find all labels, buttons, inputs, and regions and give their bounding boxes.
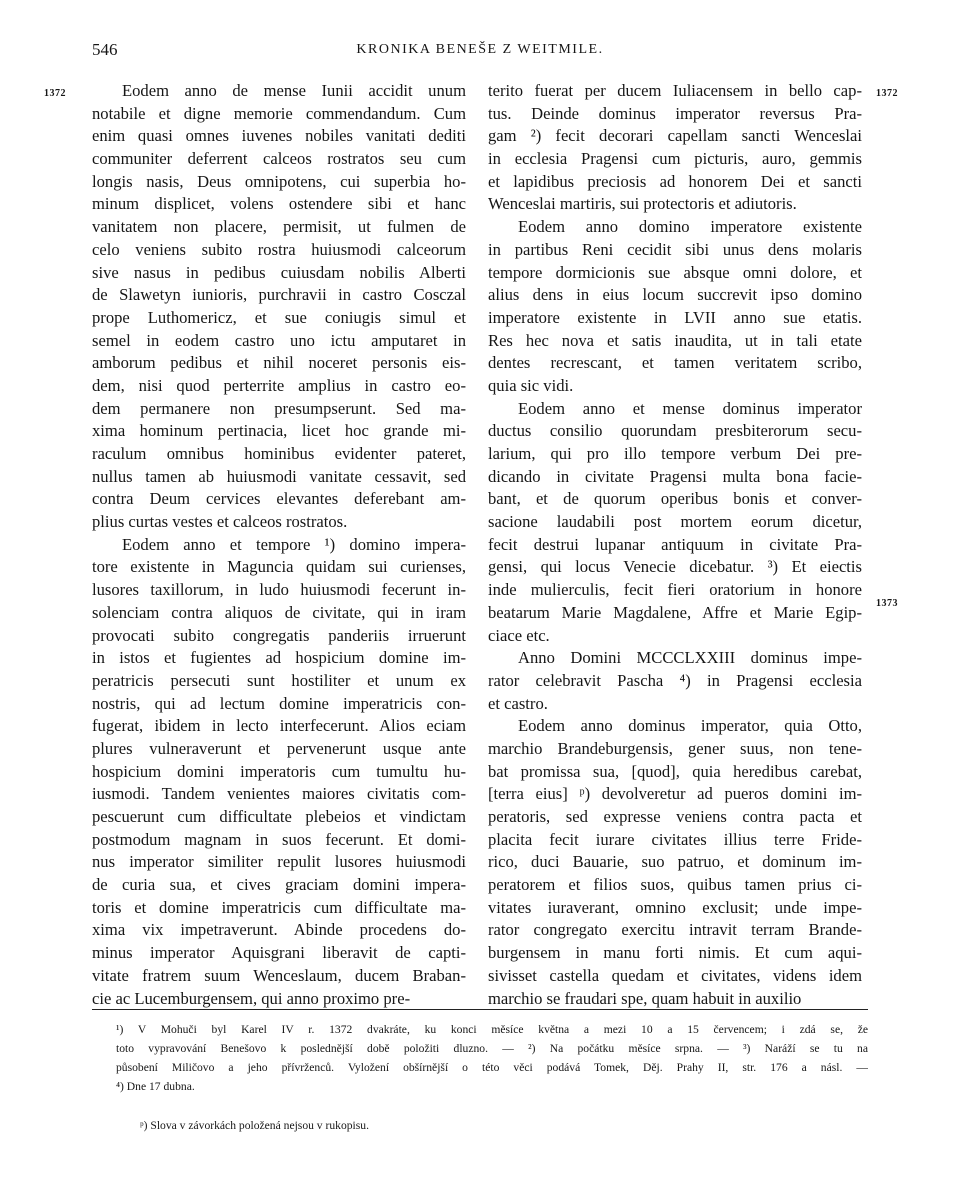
margin-year-right-top: 1372	[876, 88, 898, 99]
page-number: 546	[92, 40, 118, 59]
text-line: fugerat, ibidem in lecto interfecerunt. Alios eciam	[92, 716, 466, 736]
text-line: iusmodi. Tandem venientes maiores civitatis com-	[92, 784, 466, 804]
text-line: Eodem anno dominus imperator, quia Otto,	[518, 716, 862, 736]
text-line: de Slawetyn iunioris, purchravii in castro Cosczal	[92, 285, 466, 305]
text-line: burgensem in manu forti nimis. Et cum aqui-	[488, 943, 862, 963]
text-line: sivisset castella quedam et civitates, videns idem	[488, 965, 862, 985]
text-line: terito fuerat per ducem Iuliacensem in bello cap-	[488, 81, 862, 100]
text-line: peratoris, sed expresse veniens contra pacta et	[488, 807, 862, 826]
text-line: sacione laudabili post mortem eorum dicetur,	[488, 512, 862, 532]
text-line: celo veniens subito rostra huiusmodi calceorum	[92, 239, 466, 259]
margin-year-right-bottom: 1373	[876, 598, 898, 609]
text-line: Eodem anno et mense dominus imperator	[518, 398, 862, 418]
text-line: vitate fratrem suum Wenceslaum, ducem Braban-	[92, 965, 466, 985]
text-line: inde mulierculis, fecit fieri oratorium in honore	[488, 580, 862, 600]
text-line: sive nasus in pedibus cuiusdam nobilis Alberti	[92, 262, 466, 282]
footnote-line: ¹) V Mohuči byl Karel IV r. 1372 dvakráte, ku konci měsíce května a mezi 10 a 15 červencem; i zdá se, že	[116, 1023, 868, 1036]
text-line: nus imperator similiter repulit lusores huiusmodi	[92, 852, 466, 872]
text-line: in ecclesia Pragensi cum picturis, auro, gemmis	[488, 149, 862, 169]
text-line: ciace etc.	[488, 625, 550, 645]
text-line: tempore dormicionis sue absque omni dolore, et	[488, 262, 862, 282]
text-line: rico, duci Bauarie, suo patruo, et dominum im-	[488, 852, 862, 872]
text-line: notabile et digne memorie commendandum. Cum	[92, 103, 466, 123]
text-line: Res hec nova et satis inaudita, ut in tali etate	[488, 330, 862, 350]
text-line: semel in eodem castro uno ictu amputaret in	[92, 330, 466, 350]
text-line: plures vulneraverunt et pervenerunt usque ante	[92, 738, 466, 758]
text-line: vitates iuraverant, omnino exclusit; unde impe-	[488, 897, 862, 917]
text-line: placita fecit iurare civitates illius terre Fride-	[488, 829, 862, 849]
text-line: prope Luthomericz, et sue coniugis simul et	[92, 307, 466, 327]
text-line: Eodem anno domino imperatore existente	[518, 217, 862, 237]
text-line: et castro.	[488, 693, 548, 713]
text-line: tus. Deinde dominus imperator reversus Pra-	[488, 103, 862, 123]
text-line: solenciam contra aliquos de civitate, qui in iram	[92, 602, 466, 622]
text-line: contra Deum cervices elevantes deferebant am-	[92, 489, 466, 509]
text-line: gensi, qui locus Venecie dicebatur. ³) Et eiectis	[488, 557, 862, 577]
text-line: peratricis persecuti sunt hostiliter et unum ex	[92, 670, 466, 690]
footnote-line: toto vypravování Benešovo k poslednější době položiti dluzno. — ²) Na počátku měsíce srpna. — ³) Naráží se tu na	[116, 1042, 868, 1055]
page-header	[0, 40, 960, 64]
text-line: lusores taxillorum, in ludo huiusmodi fecerunt in-	[92, 580, 466, 600]
margin-year-left: 1372	[44, 88, 66, 99]
footnote-rule	[92, 1009, 868, 1010]
text-line: fecit destrui lupanar antiquum in civitate Pra-	[488, 534, 862, 554]
text-line: postmodum magnam in suos fecerunt. Et domi-	[92, 829, 466, 849]
text-line: beatarum Marie Magdalene, Affre et Marie Egip-	[488, 602, 862, 622]
running-title: KRONIKA BENEŠE Z WEITMILE.	[356, 42, 604, 57]
text-line: enim quasi omnes iuvenes nobiles vanitati dediti	[92, 126, 466, 146]
text-line: dem, nisi quod perterrite amplius in castro eo-	[92, 375, 466, 395]
text-line: dentes recrescant, et tamen veritatem scribo,	[488, 353, 862, 373]
text-line: Eodem anno et tempore ¹) domino impera-	[122, 534, 466, 554]
text-line: ductus consilio quorundam presbiterorum secu-	[488, 421, 862, 441]
text-line: dicando in civitate Pragensi multa bona facie-	[488, 466, 862, 486]
text-line: tore existente in Maguncia quidam sui curienses,	[92, 557, 466, 577]
text-line: gam ²) fecit decorari capellam sancti Wenceslai	[488, 126, 862, 146]
text-line: amborum pedibus et nihil noceret personis eis-	[92, 353, 466, 373]
text-line: et lapidibus preciosis ad honorem Dei et sancti	[488, 171, 862, 191]
text-line: raculum omnibus hominibus evidenter pateret,	[92, 444, 466, 463]
text-line: alius dens in eius locum succrevit ipso domino	[488, 285, 862, 305]
text-line: in istos et fugientes ad hospicium domine im-	[92, 648, 466, 668]
footnote-p: ᵖ) Slova v závorkách položená nejsou v rukopisu.	[140, 1119, 369, 1132]
text-line: plius curtas vestes et calceos rostratos.	[92, 512, 348, 532]
text-line: [terra eius] ᵖ) devolveretur ad pueros domini im-	[488, 784, 862, 804]
text-line: xima vix impetraverunt. Abinde procedens do-	[92, 920, 466, 940]
text-line: xima hominum pertinacia, licet hoc grande mi-	[92, 421, 466, 441]
text-line: longis nasis, Deus omnipotens, cui superbia ho-	[92, 171, 466, 191]
text-line: nostris, qui ad lectum domine imperatricis con-	[92, 693, 466, 713]
text-line: communiter deferrent calceos rostratos seu cum	[92, 149, 466, 169]
footnotes	[116, 1020, 868, 1096]
text-line: imperatore existente in LVII anno sue etatis.	[488, 307, 862, 327]
text-line: larium, qui pro illo tempore verbum Dei pre-	[488, 444, 862, 463]
text-line: bat promissa sua, [quod], quia heredibus carebat,	[488, 761, 862, 781]
footnote-line: ⁴) Dne 17 dubna.	[116, 1080, 195, 1093]
footnote-line: působení Miličovo a jeho přívrženců. Vyložení obšírnější o této věci podává Tomek, Děj. Prahy II, str. 176 a násl. —	[116, 1061, 868, 1074]
text-line: Eodem anno de mense Iunii accidit unum	[122, 81, 466, 100]
right-text-column	[488, 80, 862, 1010]
text-line: rator congregato exercitu intravit terram Brande-	[488, 920, 862, 940]
text-line: Anno Domini MCCCLXXIII dominus impe-	[518, 648, 862, 668]
left-text-column	[92, 80, 466, 1010]
text-line: quia sic vidi.	[488, 375, 574, 395]
text-line: toris et domine imperatricis cum difficultate ma-	[92, 897, 466, 917]
text-line: vanitatem non placere, permisit, ut fulmen de	[92, 217, 466, 237]
text-line: pescuerunt cum difficultate plebeios et vindictam	[92, 807, 466, 826]
text-line: cie ac Lucemburgensem, qui anno proximo pre-	[92, 988, 411, 1008]
text-line: de curia sua, et cives graciam domini impera-	[92, 875, 466, 895]
text-line: nullus tamen ab huiusmodi vanitate cessavit, sed	[92, 466, 466, 486]
text-line: rator celebravit Pascha ⁴) in Pragensi ecclesia	[488, 670, 862, 690]
text-line: marchio se fraudari spe, quam habuit in auxilio	[488, 988, 802, 1008]
text-line: in partibus Reni cecidit sibi unus dens molaris	[488, 239, 862, 259]
text-line: minus imperator Aquisgrani liberavit de capti-	[92, 943, 466, 963]
text-line: marchio Brandeburgensis, gener suus, non tene-	[488, 738, 862, 758]
text-line: dem permanere non presumpserunt. Sed ma-	[92, 398, 466, 418]
text-line: minum displicet, volens ostendere sibi et hanc	[92, 194, 466, 214]
text-line: Wenceslai martiris, sui protectoris et adiutoris.	[488, 194, 797, 214]
text-line: peratorem et filios suos, quibus tamen prius ci-	[488, 875, 862, 895]
text-line: provocati subito congregatis panderiis irruerunt	[92, 625, 466, 645]
text-line: bant, et de quorum operibus bonis et conver-	[488, 489, 862, 509]
text-line: hospicium domini imperatoris cum tumultu hu-	[92, 761, 466, 781]
